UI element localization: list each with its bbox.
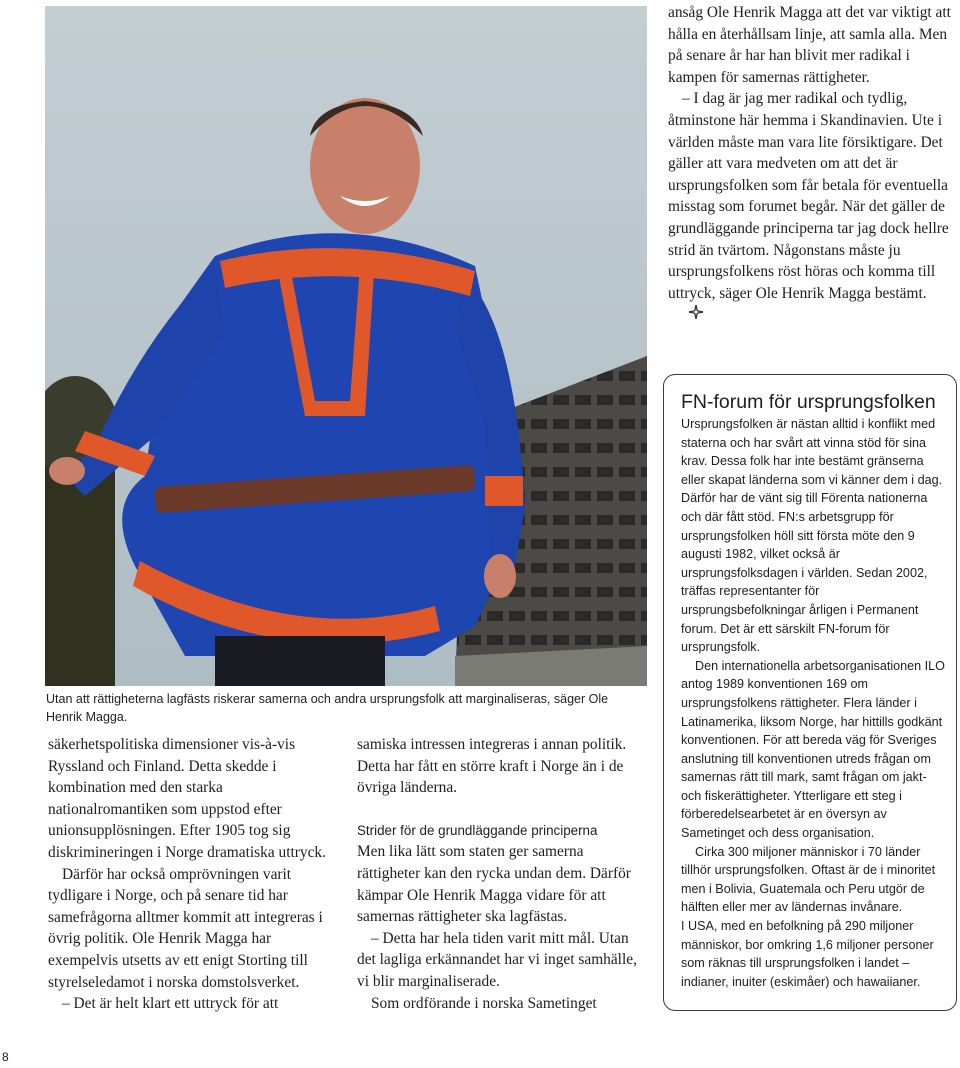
paragraph: Men lika lätt som staten ger samerna rättigheter kan den rycka undan dem. Därför kämpar Ole Henrik Magga vidare för att samernas rättigheter ska lagfästas. bbox=[357, 843, 631, 926]
paragraph: Ursprungsfolken är nästan alltid i konflikt med staterna och har svårt att vinna stöd för sina krav. Dessa folk har inte bestämt gränserna eller skapat länderna som vi känner dem i dag. Därför har de vänt sig till Förenta nationerna och där fått stöd. FN:s arbetsgrupp för ursprungsfolken höll sitt första möte den 9 augusti 1982, vilket också är ursprungsfolksdagen i världen. Sedan 2002, träffas representanter för ursprungsbefolkningar årligen i Permanent forum. Det är ett särskilt FN-forum för ursprungsfolk. bbox=[681, 417, 943, 655]
middle-text-column bbox=[357, 734, 647, 1014]
paragraph: I USA, med en befolkning på 290 miljoner människor, bor omkring 1,6 miljoner personer som räknas till ursprungsfolken i landet – indianer, inuiter (eskimåer) och hawaiianer. bbox=[681, 919, 934, 989]
paragraph: samiska intressen integreras i annan politik. Detta har fått en större kraft i Norge än i de övriga länderna. bbox=[357, 736, 627, 797]
paragraph: Därför har också omprövningen varit tydligare i Norge, och på senare tid har samefrågorna alltmer kommit att integreras i övrig politik. Ole Henrik Magga har exempelvis utsetts av ett enigt Storting till styrelseledamot i norska domstolsverket. bbox=[48, 865, 323, 991]
fact-box-body bbox=[681, 415, 947, 991]
fact-box-title: FN-forum för ursprungsfolken bbox=[681, 391, 936, 413]
page-number: 8 bbox=[2, 1050, 9, 1064]
top-right-column bbox=[668, 2, 954, 327]
paragraph: Den internationella arbetsorganisationen ILO antog 1989 konventionen 169 om ursprungsfolkens rättigheter. Flera länder i Latinamerika, liksom Norge, har hittills godkänt konventionen. För att bereda väg för Sveriges anslutning till konventionen utreds frågan om samernas rätt till mark, samt frågan om jakt- och fiskerättigheter. Ytterligare ett steg i förberedelsearbetet är en översyn av Sametinget och dess organisation. bbox=[681, 658, 945, 841]
quote-paragraph: – I dag är jag mer radikal och tydlig, åtminstone här hemma i Skandinavien. Ute i världen måste man vara lite försiktigare. Det gäller att vara medveten om att det är ursprungsfolken som får betala för eventuella misstag som forumet begår. När det gäller de grundläggande principerna tar jag dock hellre strid än tvärtom. Någonstans måste ju ursprungsfolkens röst höras och komma till uttryck, säger Ole Henrik Magga bestämt. bbox=[668, 88, 954, 327]
fact-box bbox=[663, 374, 957, 1011]
photo-caption: Utan att rättigheterna lagfästs riskerar samerna och andra ursprungsfolk att marginaliseras, säger Ole Henrik Magga. bbox=[46, 692, 609, 724]
paragraph: Cirka 300 miljoner människor i 70 länder tillhör ursprungsfolken. Oftast är de i minoritet men i Bolivia, Guatemala och Peru utgör de hälften eller mer av ländernas invånare. bbox=[681, 844, 936, 915]
paragraph: Som ordförande i norska Sametinget bbox=[371, 994, 597, 1012]
section-heading: Strider för de grundläggande principerna bbox=[357, 822, 598, 838]
paragraph: – Detta har hela tiden varit mitt mål. Utan det lagliga erkännandet har vi inget samhälle, vi blir marginaliserade. bbox=[357, 929, 637, 990]
paragraph: ansåg Ole Henrik Magga att det var viktigt att hålla en återhållsam linje, att samla alla. Men på senare år har han blivit mer radikal i kampen för samernas rättigheter. bbox=[668, 4, 951, 86]
paragraph: säkerhetspolitiska dimensioner vis-à-vis Ryssland och Finland. Detta skedde i kombination med den starka nationalromantiken som uppstod efter unionsupplösningen. Efter 1905 tog sig diskrimineringen i Norge dramatiska uttryck. bbox=[48, 736, 326, 861]
article-photo bbox=[45, 6, 647, 686]
paragraph: – Det är helt klart ett uttryck för att bbox=[62, 995, 279, 1013]
left-text-column bbox=[48, 734, 340, 1015]
star-end-icon bbox=[674, 304, 704, 327]
